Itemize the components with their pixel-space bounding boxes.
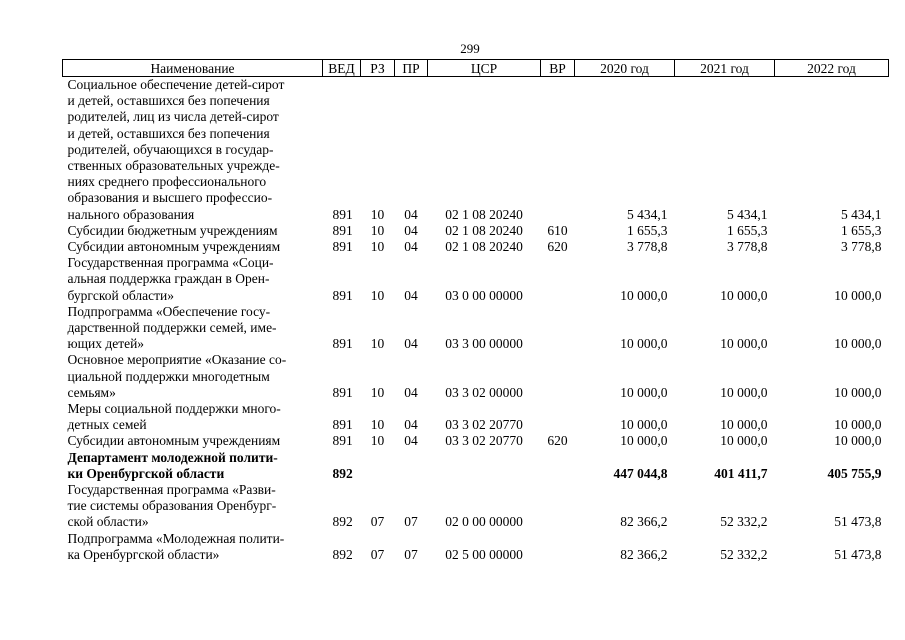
header-ved: ВЕД: [323, 60, 361, 77]
name-line: и детей, оставшихся без попечения: [67, 125, 270, 141]
cell-name: [63, 531, 323, 563]
cell-pr: 04: [404, 239, 418, 255]
name-line: циальной поддержки многодетным: [67, 368, 270, 384]
name-line: Подпрограмма «Обеспечение госу-: [67, 303, 271, 319]
table-row: [63, 223, 889, 239]
cell-2021: 10 000,0: [720, 336, 768, 352]
cell-rz: 10: [370, 417, 385, 433]
name-line: Меры социальной поддержки много-: [67, 401, 281, 417]
name-line: ственных образовательных учрежде-: [67, 158, 280, 174]
cell-csr: 02 1 08 20240: [445, 239, 523, 255]
cell-name: [63, 482, 323, 531]
cell-csr: 02 1 08 20240: [445, 222, 523, 238]
cell-2022: 10 000,0: [834, 336, 882, 352]
cell-2021: 52 332,2: [720, 514, 768, 530]
header-vr: ВР: [541, 60, 575, 77]
name-line: и детей, оставшихся без попечения: [67, 93, 270, 109]
cell-2020: 10 000,0: [620, 384, 668, 400]
name-line: детных семей: [67, 417, 147, 433]
cell-2020: 5 434,1: [627, 206, 668, 222]
cell-csr: 03 0 00 00000: [445, 287, 523, 303]
cell-2020: 1 655,3: [627, 222, 668, 238]
name-line: ющих детей»: [67, 336, 145, 352]
cell-name: [63, 450, 323, 482]
cell-pr: 04: [404, 206, 418, 222]
cell-pr: 04: [404, 287, 418, 303]
table-row: [63, 304, 889, 353]
cell-ved: 891: [332, 222, 353, 238]
table-row: [63, 77, 889, 223]
cell-ved: 891: [332, 239, 353, 255]
cell-pr: 07: [404, 546, 418, 562]
cell-pr: 04: [404, 417, 418, 433]
table-row: [63, 482, 889, 531]
header-2021: 2021 год: [675, 60, 775, 77]
cell-2020: 10 000,0: [620, 336, 668, 352]
cell-2020: 82 366,2: [620, 546, 668, 562]
name-line: нального образования: [67, 206, 195, 222]
cell-name: [63, 239, 323, 255]
cell-2021: 1 655,3: [727, 222, 768, 238]
name-line: родителей, лиц из числа детей-сирот: [67, 109, 279, 125]
header-name: Наименование: [63, 60, 323, 77]
cell-2022: 1 655,3: [841, 222, 882, 238]
cell-ved: 892: [332, 514, 353, 530]
cell-2021: 52 332,2: [720, 546, 768, 562]
cell-2020: 82 366,2: [620, 514, 668, 530]
cell-2020: 10 000,0: [620, 287, 668, 303]
cell-pr: 04: [404, 336, 418, 352]
budget-table: [62, 59, 889, 563]
cell-2020: 10 000,0: [620, 433, 668, 449]
cell-rz: 10: [370, 433, 385, 449]
cell-ved: 892: [332, 546, 353, 562]
cell-vr: [541, 352, 575, 401]
page-number: 299: [460, 41, 480, 56]
name-line: ниях среднего профессионального: [67, 174, 267, 190]
table-row: [63, 531, 889, 563]
cell-vr: [541, 401, 575, 433]
name-line: ки Оренбургской области: [67, 465, 225, 481]
cell-rz: 07: [370, 546, 385, 562]
cell-ved: 891: [332, 336, 353, 352]
cell-rz: 10: [370, 384, 385, 400]
cell-csr: 02 0 00 00000: [445, 514, 523, 530]
cell-2022: 5 434,1: [841, 206, 882, 222]
cell-vr: 620: [547, 433, 568, 449]
name-line: альная поддержка граждан в Орен-: [67, 271, 270, 287]
cell-rz: 10: [370, 287, 385, 303]
cell-2022: 3 778,8: [841, 239, 882, 255]
name-line: Субсидии автономным учреждениям: [67, 239, 281, 255]
header-2020: 2020 год: [575, 60, 675, 77]
name-line: ской области»: [67, 514, 149, 530]
table-row: [63, 255, 889, 304]
cell-name: [63, 352, 323, 401]
cell-2020: 447 044,8: [613, 465, 668, 481]
cell-csr: 02 5 00 00000: [445, 546, 523, 562]
cell-csr: 03 3 02 00000: [445, 384, 523, 400]
cell-rz: 10: [370, 222, 385, 238]
cell-rz: 10: [370, 336, 385, 352]
cell-2021: 10 000,0: [720, 287, 768, 303]
name-line: Субсидии бюджетным учреждениям: [67, 222, 278, 238]
header-pr: ПР: [395, 60, 428, 77]
table-row: [63, 352, 889, 401]
cell-2022: 405 755,9: [827, 465, 882, 481]
cell-ved: 891: [332, 384, 353, 400]
cell-2020: 10 000,0: [620, 417, 668, 433]
cell-2021: 401 411,7: [714, 465, 768, 481]
cell-vr: [541, 255, 575, 304]
cell-vr: [541, 450, 575, 482]
cell-name: [63, 401, 323, 433]
cell-2022: 10 000,0: [834, 384, 882, 400]
name-line: семьям»: [67, 384, 116, 400]
name-line: Подпрограмма «Молодежная полити-: [67, 530, 285, 546]
header-2022: 2022 год: [775, 60, 889, 77]
cell-csr: [428, 450, 541, 482]
cell-ved: 891: [332, 433, 353, 449]
cell-name: [63, 255, 323, 304]
cell-ved: 891: [332, 287, 353, 303]
cell-name: [63, 304, 323, 353]
cell-2021: 10 000,0: [720, 384, 768, 400]
cell-csr: 02 1 08 20240: [445, 206, 523, 222]
cell-name: [63, 223, 323, 239]
cell-vr: [541, 482, 575, 531]
cell-rz: 10: [370, 206, 385, 222]
cell-vr: [541, 531, 575, 563]
table-header-row: [63, 60, 889, 77]
cell-pr: [395, 450, 428, 482]
cell-2020: 3 778,8: [627, 239, 668, 255]
cell-vr: [541, 304, 575, 353]
table-row: [63, 450, 889, 482]
cell-name: [63, 433, 323, 449]
cell-rz: 07: [370, 514, 385, 530]
cell-2022: 51 473,8: [834, 546, 882, 562]
cell-csr: 03 3 00 00000: [445, 336, 523, 352]
name-line: дарственной поддержки семей, име-: [67, 320, 277, 336]
cell-2021: 10 000,0: [720, 433, 768, 449]
cell-2022: 10 000,0: [834, 433, 882, 449]
cell-pr: 07: [404, 514, 418, 530]
cell-pr: 04: [404, 222, 418, 238]
cell-2022: 51 473,8: [834, 514, 882, 530]
name-line: родителей, обучающихся в государ-: [67, 141, 274, 157]
cell-2022: 10 000,0: [834, 417, 882, 433]
cell-ved: 891: [332, 206, 353, 222]
name-line: Государственная программа «Разви-: [67, 482, 276, 498]
cell-2022: 10 000,0: [834, 287, 882, 303]
table-row: [63, 239, 889, 255]
name-line: ка Оренбургской области»: [67, 546, 220, 562]
cell-2021: 5 434,1: [727, 206, 768, 222]
cell-vr: 620: [547, 239, 568, 255]
cell-vr: [541, 77, 575, 223]
cell-2021: 10 000,0: [720, 417, 768, 433]
cell-name: [63, 77, 323, 223]
name-line: образования и высшего профессио-: [67, 190, 273, 206]
name-line: Субсидии автономным учреждениям: [67, 433, 281, 449]
table-row: [63, 433, 889, 449]
name-line: тие системы образования Оренбург-: [67, 498, 277, 514]
cell-rz: 10: [370, 239, 385, 255]
cell-pr: 04: [404, 384, 418, 400]
cell-pr: 04: [404, 433, 418, 449]
table-row: [63, 401, 889, 433]
table-body: [63, 77, 889, 564]
name-line: Департамент молодежной полити-: [67, 449, 278, 465]
cell-csr: 03 3 02 20770: [445, 433, 523, 449]
cell-2021: 3 778,8: [727, 239, 768, 255]
cell-csr: 03 3 02 20770: [445, 417, 523, 433]
cell-rz: [361, 450, 395, 482]
name-line: Основное мероприятие «Оказание со-: [67, 352, 287, 368]
cell-ved: 891: [332, 417, 353, 433]
cell-vr: 610: [547, 222, 568, 238]
header-rz: РЗ: [361, 60, 395, 77]
header-csr: ЦСР: [428, 60, 541, 77]
cell-ved: 892: [332, 465, 353, 481]
name-line: бургской области»: [67, 287, 174, 303]
name-line: Социальное обеспечение детей-сирот: [67, 77, 285, 92]
name-line: Государственная программа «Соци-: [67, 255, 274, 271]
